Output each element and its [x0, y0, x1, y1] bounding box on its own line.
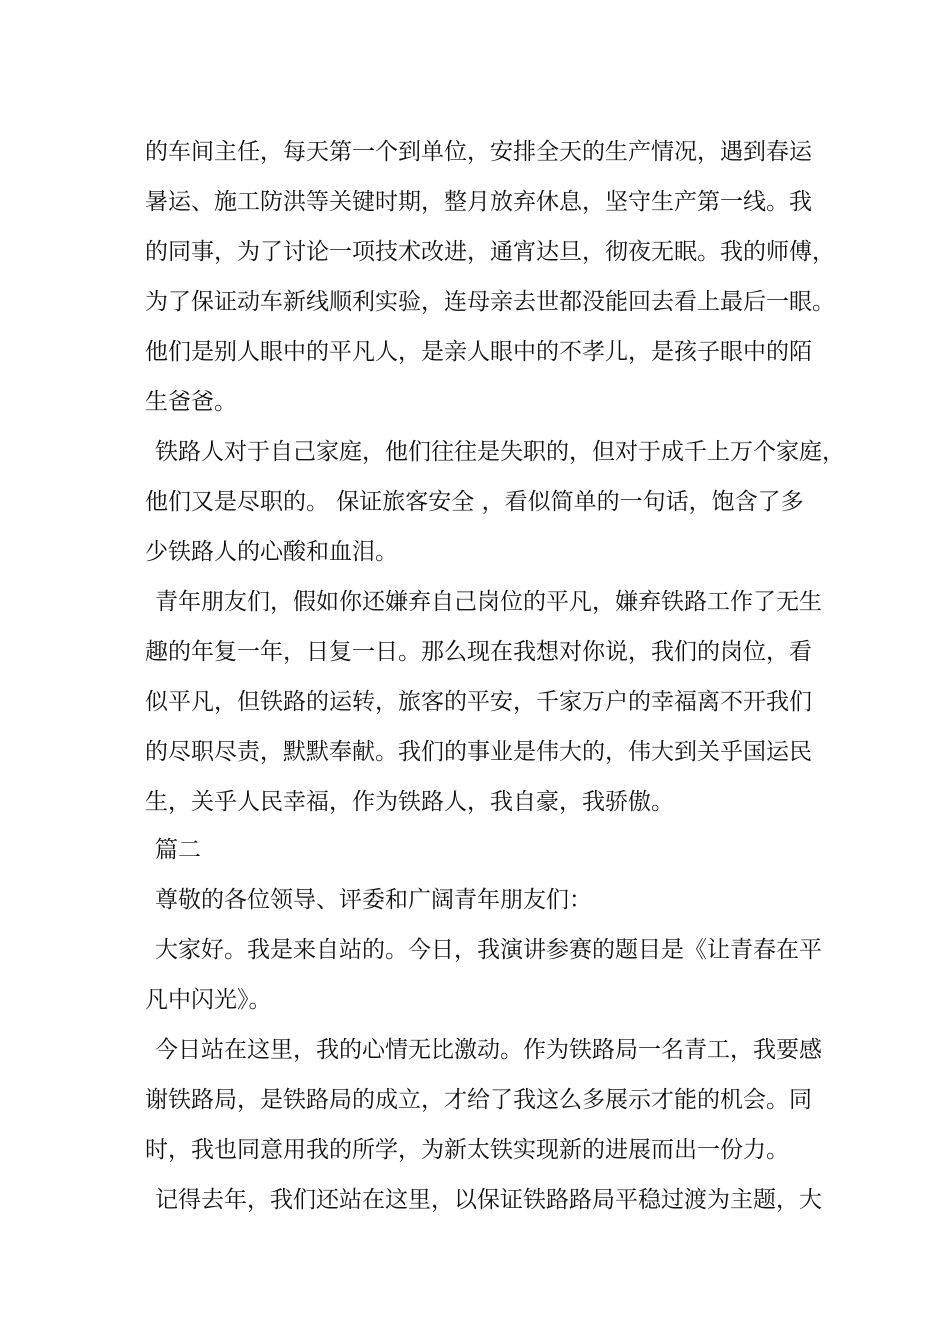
salutation-line: 尊敬的各位领导、评委和广阔青年朋友们： [155, 887, 592, 913]
paragraph-start-line: 大家好。我是来自站的。今日，我演讲参赛的题目是《让青春在平 [155, 937, 822, 963]
text-line: 生，关乎人民幸福，作为铁路人，我自豪，我骄傲。 [145, 789, 674, 815]
text-line: 的车间主任，每天第一个到单位，安排全天的生产情况，遇到春运 [145, 139, 812, 165]
text-line: 为了保证动车新线顺利实验，连母亲去世都没能回去看上最后一眼。 [145, 289, 835, 315]
text-line: 他们是别人眼中的平凡人，是亲人眼中的不孝儿，是孩子眼中的陌 [145, 339, 812, 365]
text-line: 似平凡，但铁路的运转，旅客的平安，千家万户的幸福离不开我们 [145, 689, 812, 715]
text-line: 暑运、施工防洪等关键时期，整月放弃休息，坚守生产第一线。我 [145, 189, 812, 215]
paragraph-start-line: 今日站在这里，我的心情无比激动。作为铁路局一名青工，我要感 [155, 1037, 822, 1063]
paragraph-start-line: 铁路人对于自己家庭，他们往往是失职的，但对于成千上万个家庭， [155, 439, 845, 465]
text-line: 时，我也同意用我的所学，为新太铁实现新的进展而出一份力。 [145, 1137, 789, 1163]
text-line: 少铁路人的心酸和血泪。 [145, 539, 398, 565]
section-heading: 篇二 [155, 837, 201, 863]
text-line: 凡中闪光》。 [145, 987, 272, 1013]
text-line: 趣的年复一年，日复一日。那么现在我想对你说，我们的岗位，看 [145, 639, 812, 665]
text-line: 的同事，为了讨论一项技术改进，通宵达旦，彻夜无眠。我的师傅， [145, 239, 835, 265]
text-line: 他们又是尽职的。 保证旅客安全 ，看似简单的一句话，饱含了多 [145, 489, 804, 515]
text-line: 谢铁路局，是铁路局的成立，才给了我这么多展示才能的机会。同 [145, 1087, 812, 1113]
text-line: 生爸爸。 [145, 389, 237, 415]
paragraph-start-line: 青年朋友们，假如你还嫌弃自己岗位的平凡，嫌弃铁路工作了无生 [155, 589, 822, 615]
text-line: 的尽职尽责，默默奉献。我们的事业是伟大的，伟大到关乎国运民 [145, 739, 812, 765]
paragraph-start-line: 记得去年，我们还站在这里，以保证铁路路局平稳过渡为主题，大 [155, 1187, 822, 1213]
